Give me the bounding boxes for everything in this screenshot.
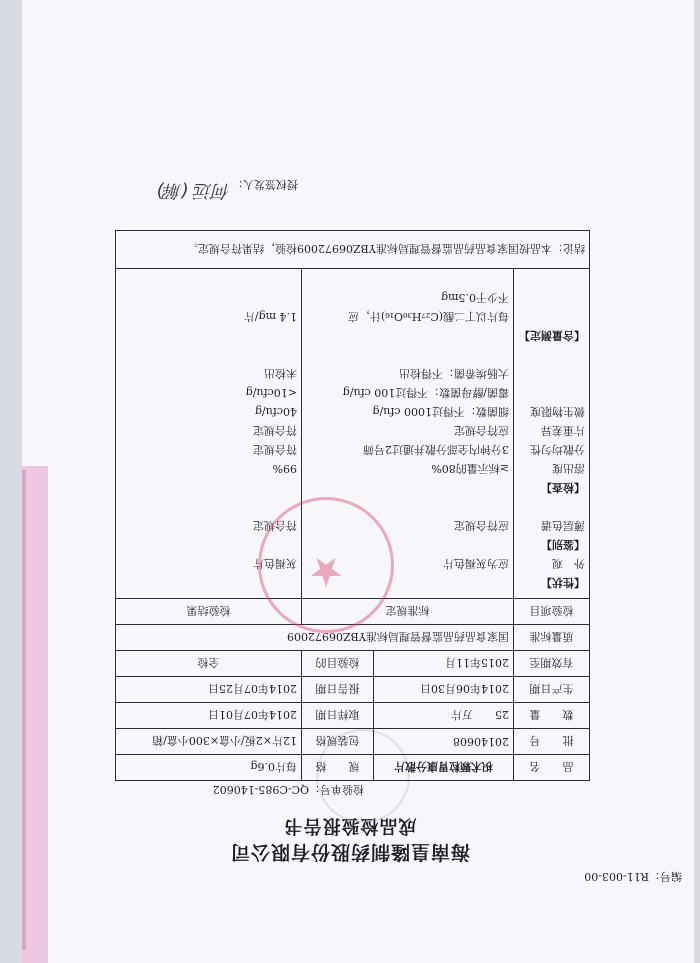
company-seal <box>258 497 394 633</box>
res-bacteria: 40cfu/g <box>254 405 297 418</box>
cell-label: 规 格 <box>302 755 374 781</box>
std-ecoli: 大肠埃希菌：不得检出 <box>399 367 509 380</box>
std-dissolution: ≥标示量的80% <box>431 462 509 475</box>
signer-label: 授权签发人： <box>232 178 298 191</box>
row-conclusion <box>116 231 590 269</box>
row-production-date <box>116 677 590 703</box>
item-appearance: 外 观 <box>552 557 585 570</box>
res-ecoli: 未检出 <box>264 367 297 380</box>
std-dispersion: 3分钟内全部分散并通过2号筛 <box>363 443 509 456</box>
header-item: 检验项目 <box>514 599 590 625</box>
seal-star-icon: ★ <box>308 548 344 594</box>
cell-value: 2014年06月30日 <box>374 677 514 703</box>
handwritten-signature: 何远 (解) <box>156 180 230 201</box>
item-dissolution: 溶出度 <box>552 462 585 475</box>
cell-value: 全检 <box>116 651 302 677</box>
row-batch <box>116 729 590 755</box>
report-title: 成品检验报告书 <box>283 815 417 836</box>
header-standard: 标准规定 <box>302 599 514 625</box>
cell-value: 12片×2板/小盒×300小盒/箱 <box>116 729 302 755</box>
header-result: 检验结果 <box>116 599 302 625</box>
std-content-1: 每片以丁二酸(C₂₇H₃₀O₁₆)计，应 <box>347 310 509 323</box>
cell-label: 品 名 <box>514 755 590 781</box>
cell-value: 2014年07月01日 <box>116 703 302 729</box>
row-expiry <box>116 651 590 677</box>
report-number: 检验单号：QC-C985-140602 <box>212 783 364 796</box>
item-microbial-limit: 微生物限度 <box>530 405 585 418</box>
document-code: 编号：R11-003-00 <box>584 870 682 883</box>
row-product-name <box>116 755 590 781</box>
cell-label: 有效期至 <box>514 651 590 677</box>
res-content: 1.4 mg/片 <box>243 310 297 323</box>
section-content: 【含量测定】 <box>519 329 585 342</box>
std-mold-yeast: 霉菌/酵母菌数：不得过100 cfu/g <box>342 386 509 399</box>
std-weight-variation: 应符合规定 <box>454 424 509 437</box>
cell-label: 取样日期 <box>302 703 374 729</box>
item-dispersion: 分散均匀性 <box>530 443 585 456</box>
cell-value: 2015年11月 <box>374 651 514 677</box>
cell-label: 报告日期 <box>302 677 374 703</box>
res-dispersion: 符合规定 <box>253 443 297 456</box>
cell-label: 检验目的 <box>302 651 374 677</box>
std-appearance: 应为灰褐色片 <box>443 557 509 570</box>
cell-label: 包装规格 <box>302 729 374 755</box>
row-standard <box>116 625 590 651</box>
item-tlc: 薄层色谱 <box>541 519 585 532</box>
std-bacteria: 细菌数：不得过1000 cfu/g <box>372 405 509 418</box>
company-title: 海南皇隆制药股份有限公司 <box>230 841 471 863</box>
section-identification: 【鉴别】 <box>541 538 585 551</box>
res-weight-variation: 符合规定 <box>253 424 297 437</box>
res-tlc: 符合规定 <box>253 519 297 532</box>
cell-label: 批 号 <box>514 729 590 755</box>
item-weight-variation: 片重差异 <box>541 424 585 437</box>
cell-value: 国家食品药品监督管理局标准YBZ06972009 <box>116 625 514 651</box>
cell-label: 质量标准 <box>514 625 590 651</box>
cell-value: 枳术颗粒胃康分散片 <box>374 755 514 781</box>
res-mold-yeast: <10cfu/g <box>245 386 297 399</box>
section-inspection: 【检查】 <box>541 481 585 494</box>
std-content-2: 不少于0.5mg <box>441 291 509 304</box>
cell-label: 生产日期 <box>514 677 590 703</box>
cell-value: 2014年07月25日 <box>116 677 302 703</box>
std-tlc: 应符合规定 <box>454 519 509 532</box>
conclusion: 结论：本品按国家食品药品监督管理局标准YBZ06972009检验，结果符合规定。 <box>116 231 590 269</box>
cell-value: 每片0.6g <box>116 755 302 781</box>
section-traits: 【性状】 <box>541 576 585 589</box>
cell-value: 25 万片 <box>374 703 514 729</box>
res-dissolution: 99% <box>272 462 297 475</box>
res-appearance: 灰褐色片 <box>253 557 297 570</box>
cell-value: 20140608 <box>374 729 514 755</box>
row-quantity <box>116 703 590 729</box>
items-column <box>514 269 590 599</box>
cell-label: 数 量 <box>514 703 590 729</box>
